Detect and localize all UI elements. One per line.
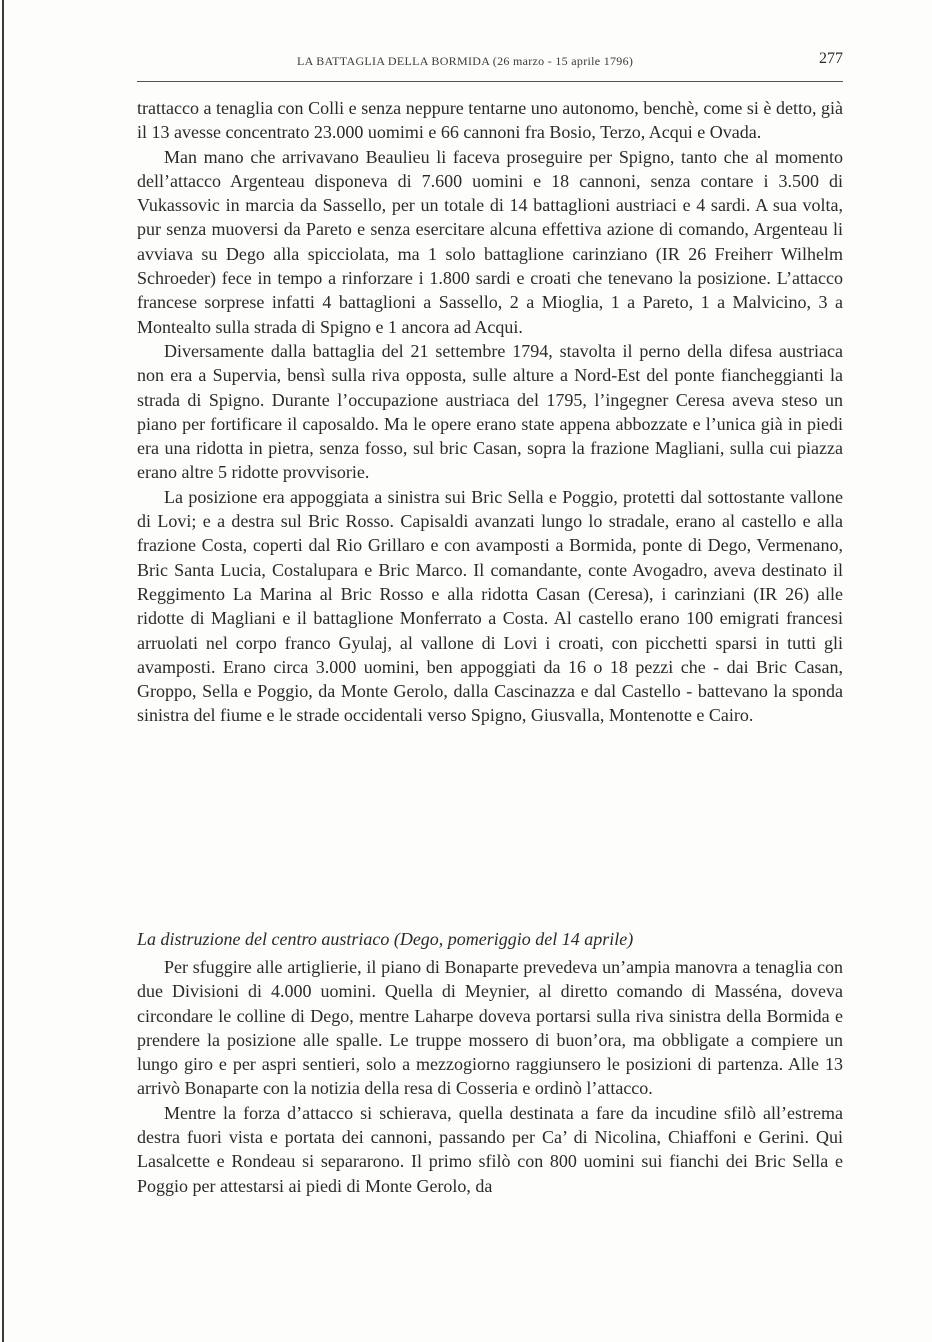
paragraph-2: Man mano che arrivavano Beaulieu li faceva proseguire per Spigno, tanto che al momento dell’attacco Argenteau disponeva di 7.600 uomini e 18 cannoni, senza contare i 3.500 di Vukassovic in marcia da Sassello, per un totale di 14 battaglioni austriaci e 4 sardi. A sua volta, pur senza muoversi da Pareto e senza esercitare alcuna effettiva azione di comando, Argenteau li avviava su Dego alla spicciolata, ma 1 solo battaglione carinziano (IR 26 Freiherr Wilhelm Schroeder) fece in tempo a rinforzare i 1.800 sardi e croati che tenevano la posizione. L’attacco francese sorprese infatti 4 battaglioni a Sassello, 2 a Mioglia, 1 a Pareto, 1 a Malvicino, 3 a Montealto sulla strada di Spigno e 1 ancora ad Acqui. [137,146,843,337]
paragraph-4: La posizione era appoggiata a sinistra sui Bric Sella e Poggio, protetti dal sottostante vallone di Lovi; e a destra sul Bric Rosso. Capisaldi avanzati lungo lo stradale, erano al castello e alla frazione Costa, coperti dal Rio Grillaro e con avamposti a Bormida, ponte di Dego, Vermenano, Bric Santa Lucia, Costalupara e Bric Marco. Il comandante, conte Avogadro, aveva destinato il Reggimento La Marina al Bric Rosso e alla ridotta Casan (Ceresa), i carinziani (IR 26) alle ridotte di Magliani e il battaglione Monferrato a Costa. Al castello erano 100 emigrati francesi arruolati nel corpo franco Gyulaj, al vallone di Lovi i croati, con picchetti sparsi in tutti gli avamposti. Erano circa 3.000 uomini, ben appoggiati da 16 o 18 pezzi che - dai Bric Casan, Groppo, Sella e Poggio, da Monte Gerolo, dalla Cascinazza e dal Castello - battevano la sponda sinistra del fiume e le strade occidentali verso Spigno, Giusvalla, Montenotte e Cairo. [137,486,843,726]
main-text [137,96,843,728]
page-header [137,50,843,78]
header-rule [137,81,843,82]
section-paragraph-2: Mentre la forza d’attacco si schierava, quella destinata a fare da incudine sfilò all’estrema destra fuori vista e portata dei cannoni, passando per Ca’ di Nicolina, Chiaffoni e Gerini. Qui Lasalcette e Rondeau si separarono. Il primo sfilò con 800 uomini sui fianchi dei Bric Sella e Poggio per attestarsi ai piedi di Monte Gerolo, da [137,1102,843,1196]
section-paragraph-1: Per sfuggire alle artiglierie, il piano di Bonaparte prevedeva un’ampia manovra a tenaglia con due Divisioni di 4.000 uomini. Quella di Meynier, al diretto comando di Masséna, doveva circondare le colline di Dego, mentre Laharpe doveva portarsi sulla riva sinistra della Bormida e prendere la posizione alle spalle. Le truppe mossero di buon’ora, ma obbligate a compiere un lungo giro e per aspri sentieri, solo a mezzogiorno raggiunsero le posizioni di partenza. Alle 13 arrivò Bonaparte con la notizia della resa di Cosseria e ordinò l’attacco. [137,957,843,1099]
paragraph-1: trattacco a tenaglia con Colli e senza neppure tentarne uno autonomo, benchè, come si è detto, già il 13 avesse concentrato 23.000 uomimi e 66 cannoni fra Bosio, Terzo, Acqui e Ovada. [137,98,843,143]
binding-edge-line [2,0,4,1342]
section-text [137,955,843,1198]
running-title: LA BATTAGLIA DELLA BORMIDA (26 marzo - 15 aprile 1796) [297,54,634,68]
paragraph-3: Diversamente dalla battaglia del 21 settembre 1794, stavolta il perno della difesa austriaca non era a Supervia, bensì sulla riva opposta, sulle alture a Nord-Est del ponte fiancheggianti la strada di Spigno. Durante l’occupazione austriaca del 1795, l’ingegner Ceresa aveva steso un piano per fortificare il caposaldo. Ma le opere erano state appena abbozzate e l’unica già in piedi era una ridotta in pietra, senza fosso, sul bric Casan, sopra la frazione Magliani, sulla cui piazza erano altre 5 ridotte provvisorie. [137,340,843,483]
section-heading: La distruzione del centro austriaco (Dego, pomeriggio del 14 aprile) [137,929,634,949]
page-number: 277 [819,50,843,67]
